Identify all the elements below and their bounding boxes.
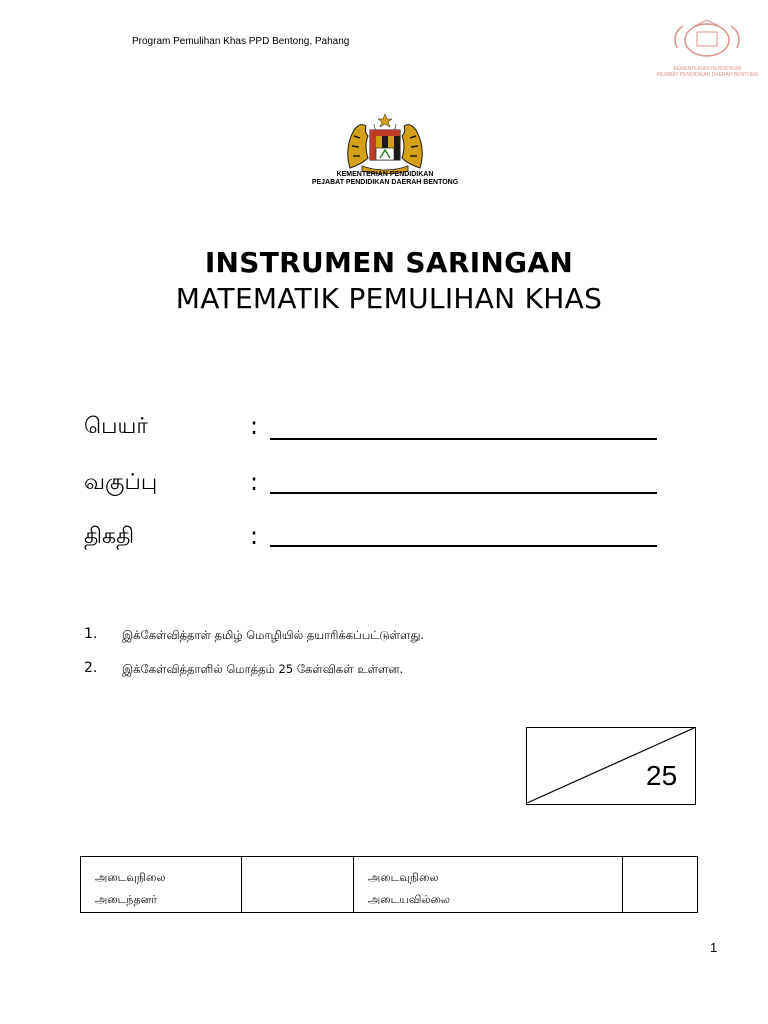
date-colon: : [250, 522, 259, 550]
achievement-status-table [80, 856, 698, 913]
page-number: 1 [710, 940, 718, 955]
running-header: Program Pemulihan Khas PPD Bentong, Pahang [132, 36, 350, 47]
date-field[interactable] [270, 545, 657, 547]
name-colon: : [250, 412, 259, 440]
class-label: வகுப்பு [84, 470, 158, 495]
date-label: திகதி [84, 524, 135, 549]
coat-of-arms-icon [340, 112, 430, 174]
instruction-text: இக்கேள்வித்தாள் தமிழ் மொழியில் தயாரிக்கப்பட்டுள்ளது. [122, 628, 425, 642]
organization-line2: PEJABAT PENDIDIKAN DAERAH BENTONG [311, 179, 459, 186]
name-label: பெயர் [84, 414, 148, 439]
name-field[interactable] [270, 438, 657, 440]
instruction-number: 2. [84, 660, 98, 676]
watermark-line2: PEJABAT PENDIDIKAN DAERAH BENTONG [656, 72, 759, 78]
watermark-logo [655, 18, 760, 80]
not-achieved-checkbox-cell[interactable] [623, 857, 698, 913]
class-field[interactable] [270, 492, 657, 494]
document-subtitle: MATEMATIK PEMULIHAN KHAS [175, 282, 603, 315]
watermark-crest-icon [655, 18, 760, 62]
instruction-text: இக்கேள்வித்தாளில் மொத்தம் 25 கேள்விகள் உள்ளன. [122, 662, 404, 676]
class-colon: : [250, 468, 259, 496]
organization-line1: KEMENTERIAN PENDIDIKAN [336, 171, 434, 178]
document-title: INSTRUMEN SARINGAN [204, 246, 574, 279]
instruction-number: 1. [84, 626, 98, 642]
watermark-line1: KEMENTERIAN PENDIDIKAN [673, 66, 742, 72]
not-achieved-label-cell: அடைவுநிலை அடையவில்லை [354, 857, 623, 913]
score-total: 25 [646, 760, 678, 791]
organization-name [260, 171, 510, 187]
table-row [81, 857, 698, 913]
achieved-label-cell: அடைவுநிலை அடைந்தனர் [81, 857, 242, 913]
achieved-checkbox-cell[interactable] [242, 857, 354, 913]
